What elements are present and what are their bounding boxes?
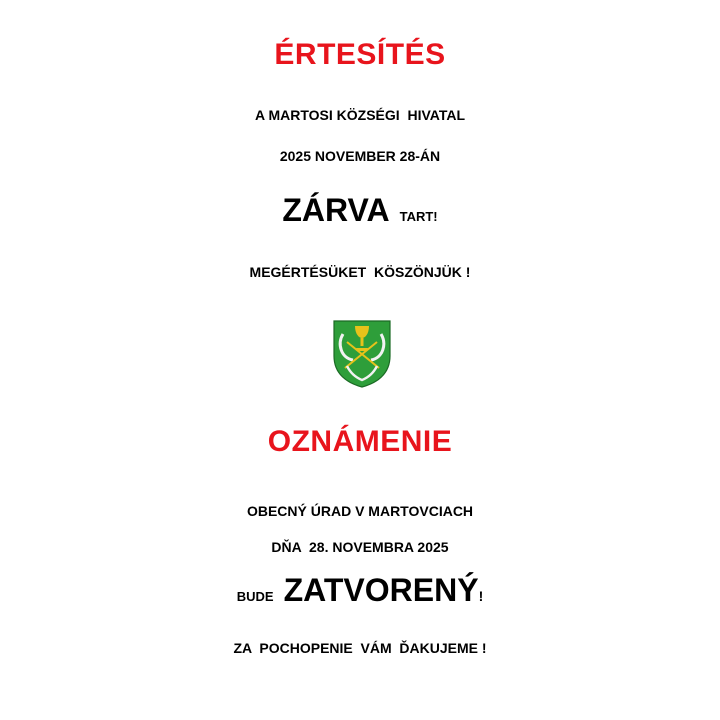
slovak-date-line: DŇA 28. NOVEMBRA 2025 (271, 539, 449, 555)
slovak-closed-word: ZATVORENÝ (283, 572, 479, 608)
hungarian-closed-line (0, 192, 720, 229)
slovak-closed-line (0, 572, 720, 609)
hungarian-date-line: 2025 NOVEMBER 28-ÁN (279, 148, 441, 164)
slovak-title: OZNÁMENIE (267, 425, 453, 458)
slovak-closed-mark: ! (478, 588, 484, 604)
hungarian-closed-word: ZÁRVA (282, 192, 390, 228)
slovak-office-line: OBECNÝ ÚRAD V MARTOVCIACH (246, 503, 474, 519)
hungarian-office-line: A MARTOSI KÖZSÉGI HIVATAL (255, 107, 465, 123)
slovak-closed-prefix: BUDE (236, 589, 274, 604)
hungarian-thanks-line: MEGÉRTÉSÜKET KÖSZÖNJÜK ! (249, 264, 471, 280)
hungarian-closed-suffix: TART! (399, 209, 438, 224)
hungarian-title: ÉRTESÍTÉS (274, 38, 446, 71)
coat-of-arms-icon (333, 320, 391, 388)
slovak-thanks-line: ZA POCHOPENIE VÁM ĎAKUJEME ! (233, 640, 487, 656)
